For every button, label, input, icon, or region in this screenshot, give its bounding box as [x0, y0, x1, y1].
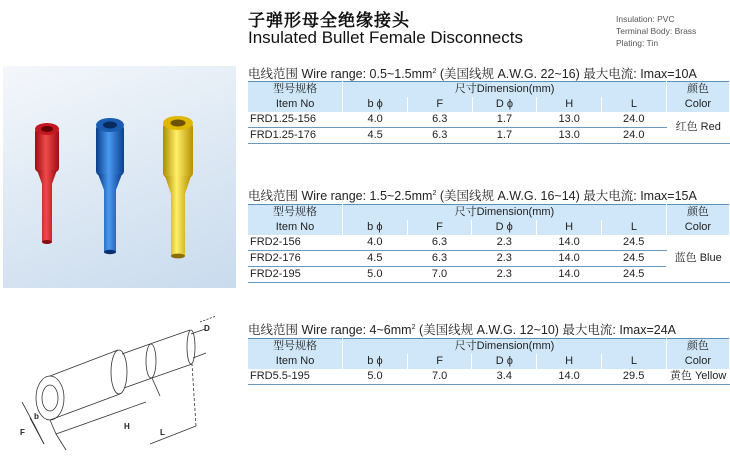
product-title-cn: 子弹形母全绝缘接头 — [248, 11, 410, 30]
spec-table-3 — [248, 338, 730, 385]
spec-terminal-body: Terminal Body: Brass — [616, 26, 697, 36]
col-F: F — [407, 97, 472, 112]
spec-table-2 — [248, 204, 730, 283]
label-b: b — [34, 412, 39, 421]
dimension-header: 尺寸Dimension(mm) — [342, 205, 666, 221]
color-header-cn: 颜色 — [666, 82, 729, 98]
dimension-drawing — [0, 306, 240, 452]
spec-table-1 — [248, 81, 730, 144]
col-H: H — [537, 220, 602, 235]
wire-range-2: 电线范围 Wire range: $1.5\sim 2.5mm^2$ (美国线规 A.W.G. 16~14) 最大电流: Imax=15A — [248, 189, 697, 203]
table-row: FRD2-156 4.0 6.3 2.3 14.0 24.5 蓝色 Blue — [248, 235, 730, 251]
color-header-cn: 颜色 — [666, 205, 729, 221]
col-H: H — [537, 97, 602, 112]
connectors-illustration — [3, 66, 236, 288]
blue-connector — [96, 118, 124, 254]
col-L: L — [601, 220, 666, 235]
table-row: FRD5.5-195 5.0 7.0 3.4 14.0 29.5 黄色 Yellow — [248, 369, 730, 385]
color-header-en: Color — [666, 97, 729, 112]
dimension-header: 尺寸Dimension(mm) — [343, 82, 667, 98]
color-header-en: Color — [666, 220, 729, 235]
label-H: H — [124, 422, 130, 431]
col-F: F — [407, 220, 472, 235]
label-L: L — [160, 428, 165, 437]
col-b: b ϕ — [343, 97, 408, 112]
product-photo — [3, 66, 236, 288]
table-row: FRD2-176 4.5 6.3 2.3 14.0 24.5 — [248, 251, 730, 267]
col-D: D ϕ — [472, 354, 537, 369]
color-value: 黄色 Yellow — [666, 369, 729, 385]
item-header-cn: 型号规格 — [248, 339, 343, 355]
red-connector — [35, 123, 59, 244]
col-L: L — [602, 97, 667, 112]
color-value: 红色 Red — [666, 112, 729, 144]
item-header-en: Item No — [248, 220, 342, 235]
col-L: L — [601, 354, 666, 369]
col-b: b ϕ — [343, 354, 408, 369]
label-D: D — [204, 324, 210, 333]
item-header-cn: 型号规格 — [248, 205, 342, 221]
item-header-cn: 型号规格 — [248, 82, 343, 98]
col-F: F — [407, 354, 472, 369]
wire-range-3: 电线范围 Wire range: $4\sim 6mm^2$ (美国线规 A.W.G. 12~10) 最大电流: Imax=24A — [248, 323, 676, 337]
table-row: FRD1.25-176 4.5 6.3 1.7 13.0 24.0 — [248, 128, 730, 144]
wire-range-1: 电线范围 Wire range: $0.5\sim 1.5mm^2$ (美国线规 A.W.G. 22~16) 最大电流: Imax=10A — [248, 67, 697, 81]
spec-insulation: Insulation: PVC — [616, 14, 675, 24]
item-header-en: Item No — [248, 97, 343, 112]
product-title-en: Insulated Bullet Female Disconnects — [248, 28, 523, 47]
col-D: D ϕ — [472, 220, 537, 235]
col-b: b ϕ — [342, 220, 407, 235]
col-D: D ϕ — [472, 97, 537, 112]
color-header-cn: 颜色 — [666, 339, 729, 355]
color-header-en: Color — [666, 354, 729, 369]
color-value: 蓝色 Blue — [666, 235, 729, 283]
table-row: FRD1.25-156 4.0 6.3 1.7 13.0 24.0 红色 Red — [248, 112, 730, 128]
dimension-header: 尺寸Dimension(mm) — [343, 339, 667, 355]
spec-plating: Plating: Tin — [616, 38, 659, 48]
item-header-en: Item No — [248, 354, 343, 369]
label-F: F — [20, 428, 25, 437]
table-row: FRD2-195 5.0 7.0 2.3 14.0 24.5 — [248, 267, 730, 283]
yellow-connector — [163, 116, 193, 258]
col-H: H — [537, 354, 602, 369]
